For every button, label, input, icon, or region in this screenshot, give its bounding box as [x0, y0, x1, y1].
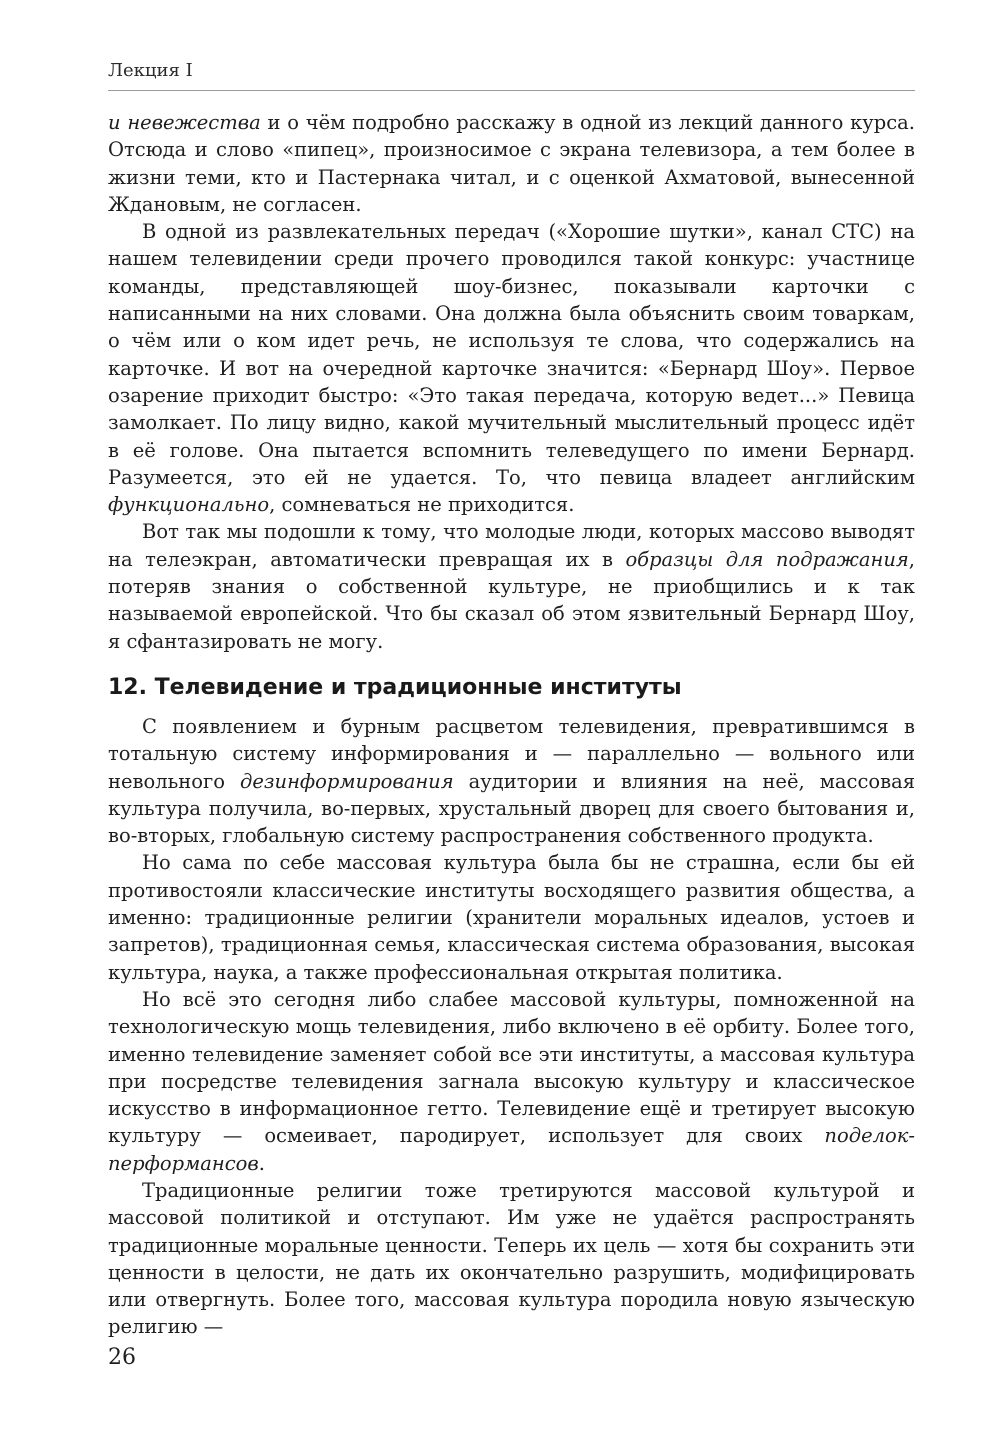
- paragraph-text: С появлением и бурным расцветом телевидения, превратившимся в тотальную систему информирования и — параллельно — вольного или невольного: [108, 714, 915, 793]
- paragraph-text: В одной из развлекательных передач («Хорошие шутки», канал СТС) на нашем телевидении среди прочего проводился такой конкурс: участнице команды, представляющей шоу-бизнес, показывали карточки с написанными на них словами. Она должна была объяснить своим товаркам, о чём или о ком идет речь, не используя те слова, что содержались на карточке. И вот на очередной карточке значится: «Бернард Шоу». Первое озарение приходит быстро: «Это такая передача, которую ведет...» Певица замолкает. По лицу видно, какой мучительный мыслительный процесс идёт в её голове. Она пытается вспомнить телеведущего по имени Бернард. Разумеется, это ей не удается. То, что певица владеет английским: [108, 220, 915, 489]
- body-text: [108, 109, 915, 1341]
- paragraph-text: аудитории и влияния на неё, массовая культура получила, во-первых, хрустальный дворец для своего бытования и, во-вторых, глобальную систему распространения собственного продукта.: [108, 769, 916, 848]
- paragraph-2: [108, 218, 915, 518]
- italic-phrase: образцы для подражания: [625, 547, 909, 571]
- paragraph-1: [108, 109, 915, 218]
- paragraph-text: , сомневаться не приходится.: [269, 493, 575, 517]
- paragraph-text: Вот так мы подошли к тому, что молодые люди, которых массово выводят на телеэкран, автоматически превращая их в: [108, 520, 915, 571]
- paragraph-4: [108, 713, 915, 849]
- book-page: [108, 58, 915, 1341]
- running-head: Лекция I: [108, 58, 915, 91]
- paragraph-text: и о чём подробно расскажу в одной из лекций данного курса. Отсюда и слово «пипец», произносимое с экрана телевизора, а тем более в жизни теми, кто и Пастернака читал, и с оценкой Ахматовой, вынесенной Ждановым, не согласен.: [108, 111, 916, 216]
- paragraph-text: , потеряв знания о собственной культуре, не приобщились и к так называемой европейской. Что бы сказал об этом язвительный Бернард Шоу, я сфантазировать не могу.: [108, 547, 915, 653]
- italic-phrase: функционально: [108, 493, 270, 517]
- paragraph-text: Но всё это сегодня либо слабее массовой культуры, помноженной на технологическую мощь телевидения, либо включено в её орбиту. Более того, именно телевидение заменяет собой все эти институты, а массовая культура при посредстве телевидения загнала высокую культуру и классическое искусство в информационное гетто. Телевидение ещё и третирует высокую культуру — осмеивает, пародирует, использует для своих: [108, 987, 915, 1148]
- italic-phrase: поделок-перформансов: [108, 1124, 915, 1175]
- page-number: 26: [108, 1345, 136, 1370]
- section-title: 12. Телевидение и традиционные институты: [108, 674, 682, 700]
- italic-phrase: дезинформирования: [239, 769, 454, 793]
- paragraph-5: Но сама по себе массовая культура была бы не страшна, если бы ей противостояли классические институты восходящего развития общества, а именно: традиционные религии (хранители моральных идеалов, устоев и запретов), традиционная семья, классическая система образования, высокая культура, наука, а также профессиональная открытая политика.: [108, 851, 915, 984]
- paragraph-text: .: [258, 1151, 265, 1175]
- italic-phrase: и невежества: [108, 111, 261, 134]
- paragraph-7: Традиционные религии тоже третируются массовой культурой и массовой политикой и отступают. Им уже не удаётся распространять традиционные моральные ценности. Теперь их цель — хотя бы сохранить эти ценности в целости, не дать их окончательно разрушить, модифицировать или отвергнуть. Более того, массовая культура породила новую языческую религию —: [108, 1178, 915, 1339]
- paragraph-6: [108, 986, 915, 1177]
- paragraph-3: [108, 518, 915, 654]
